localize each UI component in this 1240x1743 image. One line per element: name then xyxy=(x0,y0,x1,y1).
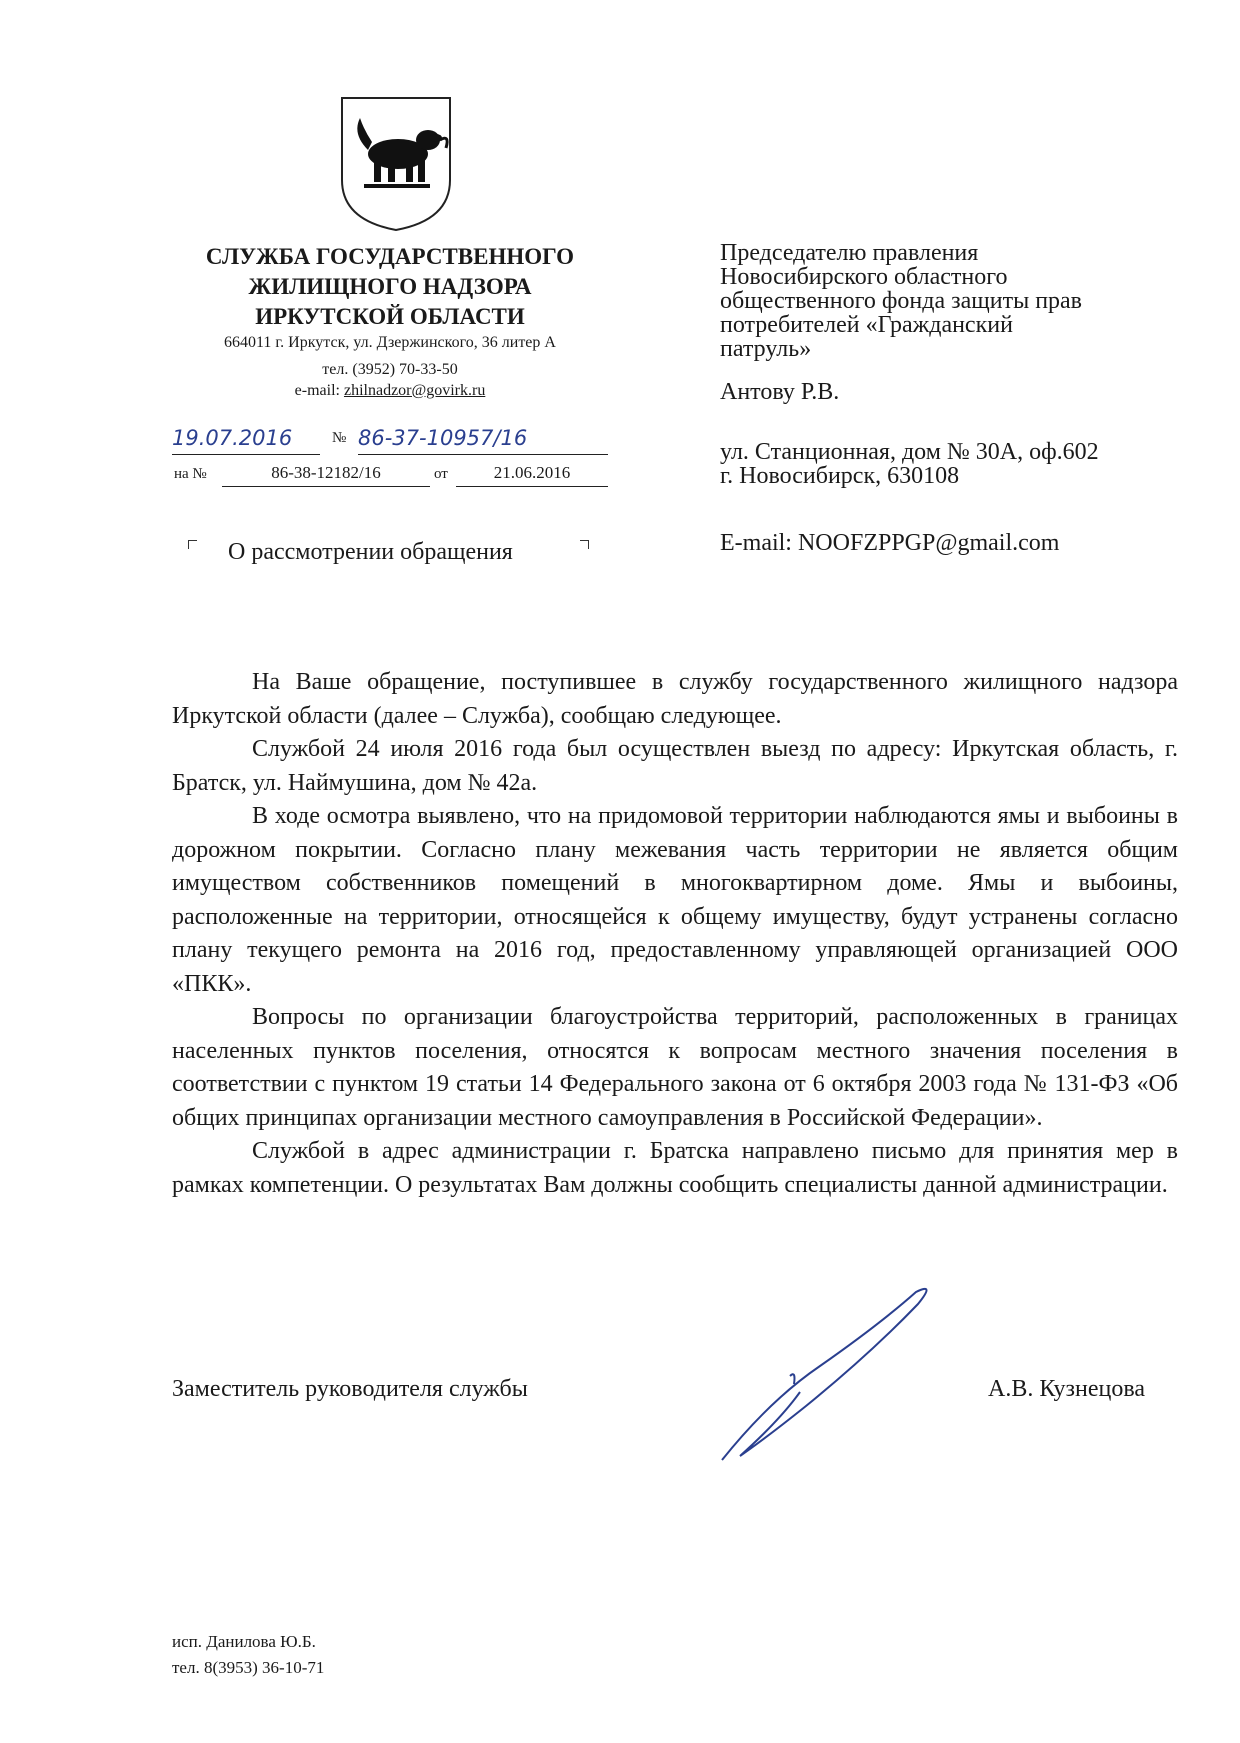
recipient-name: Антову Р.В. xyxy=(720,379,840,405)
recipient-address-line: ул. Станционная, дом № 30А, оф.602 xyxy=(720,439,1099,465)
organization-name-line: СЛУЖБА ГОСУДАРСТВЕННОГО xyxy=(205,244,575,269)
body-paragraph: Вопросы по организации благоустройства территорий, расположенных в границах населенных пунктов поселения, относятся к вопросам местного значения поселения в соответствии с пунктом 19 статьи 14 Федерального закона от 6 октября 2003 года № 131-ФЗ «Об общих принципах организации местного самоуправления в Российской Федерации». xyxy=(172,1004,1178,1131)
letter-subject: О рассмотрении обращения xyxy=(228,539,513,565)
reference-from-label: от xyxy=(434,466,448,482)
signature-icon xyxy=(710,1280,950,1470)
subject-corner-right xyxy=(580,540,589,549)
letter-body xyxy=(172,666,1178,1202)
organization-email xyxy=(170,381,610,401)
organization-address: 664011 г. Иркутск, ул. Дзержинского, 36 литер А xyxy=(224,334,556,351)
organization-phone: тел. (3952) 70-33-50 xyxy=(322,361,458,378)
recipient-line: Председателю правления xyxy=(720,240,979,266)
signer-name: А.В. Кузнецова xyxy=(988,1376,1146,1402)
reference-label: на № xyxy=(174,466,207,482)
body-paragraph: Службой в адрес администрации г. Братска направлено письмо для принятия мер в рамках компетенции. О результатах Вам должны сообщить специалисты данной администрации. xyxy=(172,1138,1178,1198)
body-paragraph: В ходе осмотра выявлено, что на придомовой территории наблюдаются ямы и выбоины в дорожном покрытии. Согласно плану межевания часть территории не является общим имуществом собственников помещений в многоквартирном доме. Ямы и выбоины, расположенные на территории, относящейся к общему имуществу, будут устранены согласно плану текущего ремонта на 2016 год, предоставленному управляющей организацией ООО «ПКК». xyxy=(172,803,1178,997)
recipient-block xyxy=(720,241,1082,361)
organization-name-line: ЖИЛИЩНОГО НАДЗОРА xyxy=(248,274,532,299)
body-paragraph: Службой 24 июля 2016 года был осуществлен выезд по адресу: Иркутская область, г. Братск, ул. Наймушина, дом № 42а. xyxy=(172,736,1178,796)
reference-number: 86-38-12182/16 xyxy=(222,460,430,487)
organization-name-line: ИРКУТСКОЙ ОБЛАСТИ xyxy=(255,304,525,329)
recipient-address xyxy=(720,440,1099,488)
recipient-address-line: г. Новосибирск, 630108 xyxy=(720,463,960,489)
organization-name xyxy=(170,242,610,332)
body-paragraph: На Ваше обращение, поступившее в службу государственного жилищного надзора Иркутской области (далее – Служба), сообщаю следующее. xyxy=(172,669,1178,729)
executor-name: исп. Данилова Ю.Б. xyxy=(172,1632,316,1651)
recipient-line: патруль» xyxy=(720,336,812,362)
registration-date: 19.07.2016 xyxy=(172,426,320,455)
recipient-line: Новосибирского областного xyxy=(720,264,1008,290)
coat-of-arms-icon xyxy=(336,94,456,234)
reference-date: 21.06.2016 xyxy=(456,460,608,487)
registration-number-label: № xyxy=(332,430,347,446)
email-label: e-mail: xyxy=(294,382,340,399)
recipient-line: общественного фонда защиты прав xyxy=(720,288,1083,314)
executor-phone: тел. 8(3953) 36-10-71 xyxy=(172,1658,325,1677)
signer-title: Заместитель руководителя службы xyxy=(172,1376,528,1402)
subject-corner-left xyxy=(188,540,197,549)
recipient-email: E-mail: NOOFZPPGP@gmail.com xyxy=(720,530,1060,556)
recipient-line: потребителей «Гражданский xyxy=(720,312,1013,338)
email-link[interactable]: zhilnadzor@govirk.ru xyxy=(343,382,486,399)
registration-number: 86-37-10957/16 xyxy=(358,426,608,455)
